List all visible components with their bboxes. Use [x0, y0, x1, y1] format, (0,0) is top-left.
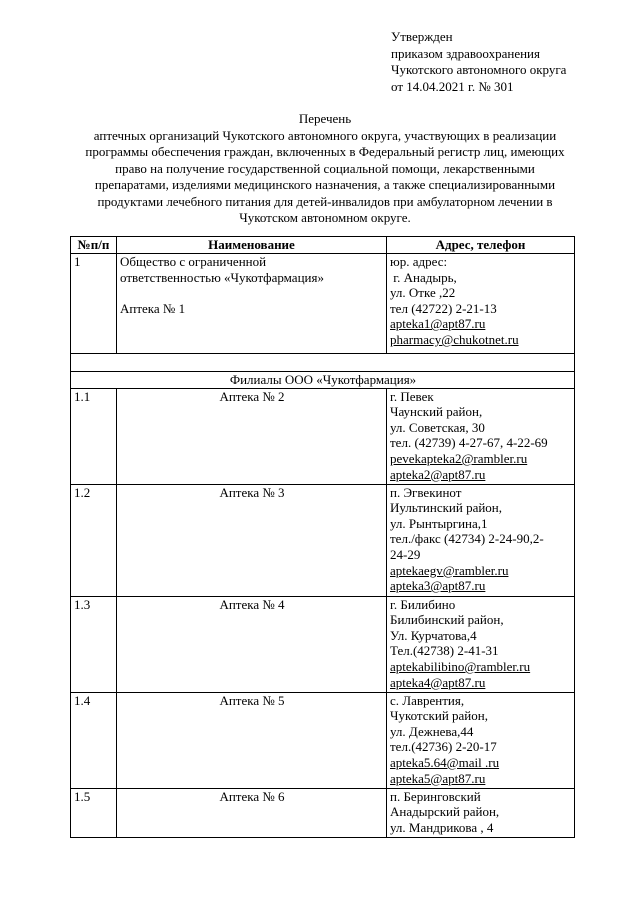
- address-cell: [387, 388, 575, 484]
- heading-line: программы обеспечения граждан, включенных в Федеральный регистр лиц, имеющих: [85, 144, 565, 159]
- org-name-line: ответственностью «Чукотфармация»: [120, 269, 324, 285]
- org-name-line: Общество с ограниченной: [120, 254, 267, 269]
- heading-line: право на получение государственной социальной помощи, лекарственными: [115, 160, 535, 176]
- address-line: с. Лаврентия,: [390, 692, 465, 708]
- address-line: ул. Дежнева,44: [390, 723, 474, 739]
- approval-line: Чукотского автономного округа: [391, 62, 567, 77]
- address-line: Анадырский район,: [390, 804, 500, 820]
- row-number: 1.4: [71, 692, 117, 788]
- heading-line: препаратами, изделиями медицинского назначения, а также специализированными: [94, 177, 556, 192]
- email-link[interactable]: pharmacy@chukotnet.ru: [390, 331, 519, 347]
- org-address-cell: [387, 254, 575, 354]
- email-link[interactable]: pevekapteka2@rambler.ru: [390, 450, 528, 466]
- pharmacy-name: Аптека № 6: [117, 788, 387, 837]
- branches-title: Филиалы ООО «Чукотфармация»: [71, 372, 575, 389]
- spacer-row: [71, 354, 575, 372]
- address-line: г. Билибино: [390, 596, 456, 612]
- address-line: Чукотский район,: [390, 708, 488, 724]
- email-link[interactable]: apteka4@apt87.ru: [390, 674, 486, 690]
- pharmacy-name: Аптека № 2: [117, 388, 387, 484]
- header-number: №п/п: [71, 237, 117, 254]
- table-row: [71, 692, 575, 788]
- address-line: Иультинский район,: [390, 500, 503, 516]
- pharmacy-name: Аптека № 3: [117, 484, 387, 596]
- email-link[interactable]: apteka3@apt87.ru: [390, 578, 486, 594]
- email-link[interactable]: apteka2@apt87.ru: [390, 466, 486, 482]
- pharmacy-table: [70, 236, 575, 838]
- approval-line: Утвержден: [391, 29, 453, 44]
- address-cell: [387, 484, 575, 596]
- address-line: Ул. Курчатова,4: [390, 627, 477, 643]
- table-row: [71, 484, 575, 596]
- address-line: 24-29: [390, 546, 421, 562]
- address-line: п. Беринговский: [390, 788, 481, 804]
- branches-title-row: [71, 372, 575, 389]
- approval-block: [391, 29, 621, 95]
- row-number: 1: [71, 254, 117, 354]
- table-row-main-org: [71, 254, 575, 354]
- pharmacy-name: Аптека № 4: [117, 596, 387, 692]
- address-cell: [387, 596, 575, 692]
- table-row: [71, 388, 575, 484]
- address-cell: [387, 692, 575, 788]
- org-pharmacy-name: Аптека № 1: [120, 300, 186, 316]
- table-row: [71, 788, 575, 837]
- document-title: Перечень: [298, 111, 352, 126]
- row-number: 1.3: [71, 596, 117, 692]
- header-address: Адрес, телефон: [387, 237, 575, 254]
- address-line: ул. Мандрикова , 4: [390, 819, 494, 835]
- address-line: ул. Рынтыргина,1: [390, 515, 488, 531]
- email-link[interactable]: apteka5.64@mail .ru: [390, 754, 500, 770]
- address-line: тел./факс (42734) 2-24-90,2-: [390, 531, 544, 547]
- address-line: тел. (42739) 4-27-67, 4-22-69: [390, 435, 548, 451]
- row-number: 1.2: [71, 484, 117, 596]
- heading-line: Чукотском автономном округе.: [239, 210, 411, 225]
- table-row: [71, 596, 575, 692]
- pharmacy-name: Аптека № 5: [117, 692, 387, 788]
- address-line: тел (42722) 2-21-13: [390, 300, 497, 316]
- table-header-row: [71, 237, 575, 254]
- row-number: 1.1: [71, 388, 117, 484]
- email-link[interactable]: aptekaegv@rambler.ru: [390, 562, 509, 578]
- address-line: юр. адрес:: [390, 254, 448, 269]
- address-cell: [387, 788, 575, 837]
- document-heading: [60, 111, 590, 227]
- approval-line: приказом здравоохранения: [391, 45, 540, 61]
- address-line: ул. Советская, 30: [390, 419, 485, 435]
- heading-line: аптечных организаций Чукотского автономного округа, участвующих в реализации: [93, 127, 557, 143]
- org-name-cell: [117, 254, 387, 354]
- email-link[interactable]: apteka5@apt87.ru: [390, 770, 486, 786]
- address-line: г. Певек: [390, 388, 434, 404]
- address-line: тел.(42736) 2-20-17: [390, 739, 497, 755]
- address-line: Тел.(42738) 2-41-31: [390, 643, 499, 659]
- approval-line: от 14.04.2021 г. № 301: [391, 78, 514, 94]
- address-line: ул. Отке ,22: [390, 285, 456, 301]
- header-name: Наименование: [117, 237, 387, 254]
- email-link[interactable]: aptekabilibino@rambler.ru: [390, 658, 531, 674]
- row-number: 1.5: [71, 788, 117, 837]
- heading-line: продуктами лечебного питания для детей-инвалидов при амбулаторном лечении в: [97, 193, 553, 209]
- address-line: г. Анадырь,: [390, 269, 457, 285]
- address-line: п. Эгвекинот: [390, 484, 462, 500]
- address-line: Билибинский район,: [390, 612, 504, 628]
- email-link[interactable]: apteka1@apt87.ru: [390, 316, 486, 332]
- address-line: Чаунский район,: [390, 404, 483, 420]
